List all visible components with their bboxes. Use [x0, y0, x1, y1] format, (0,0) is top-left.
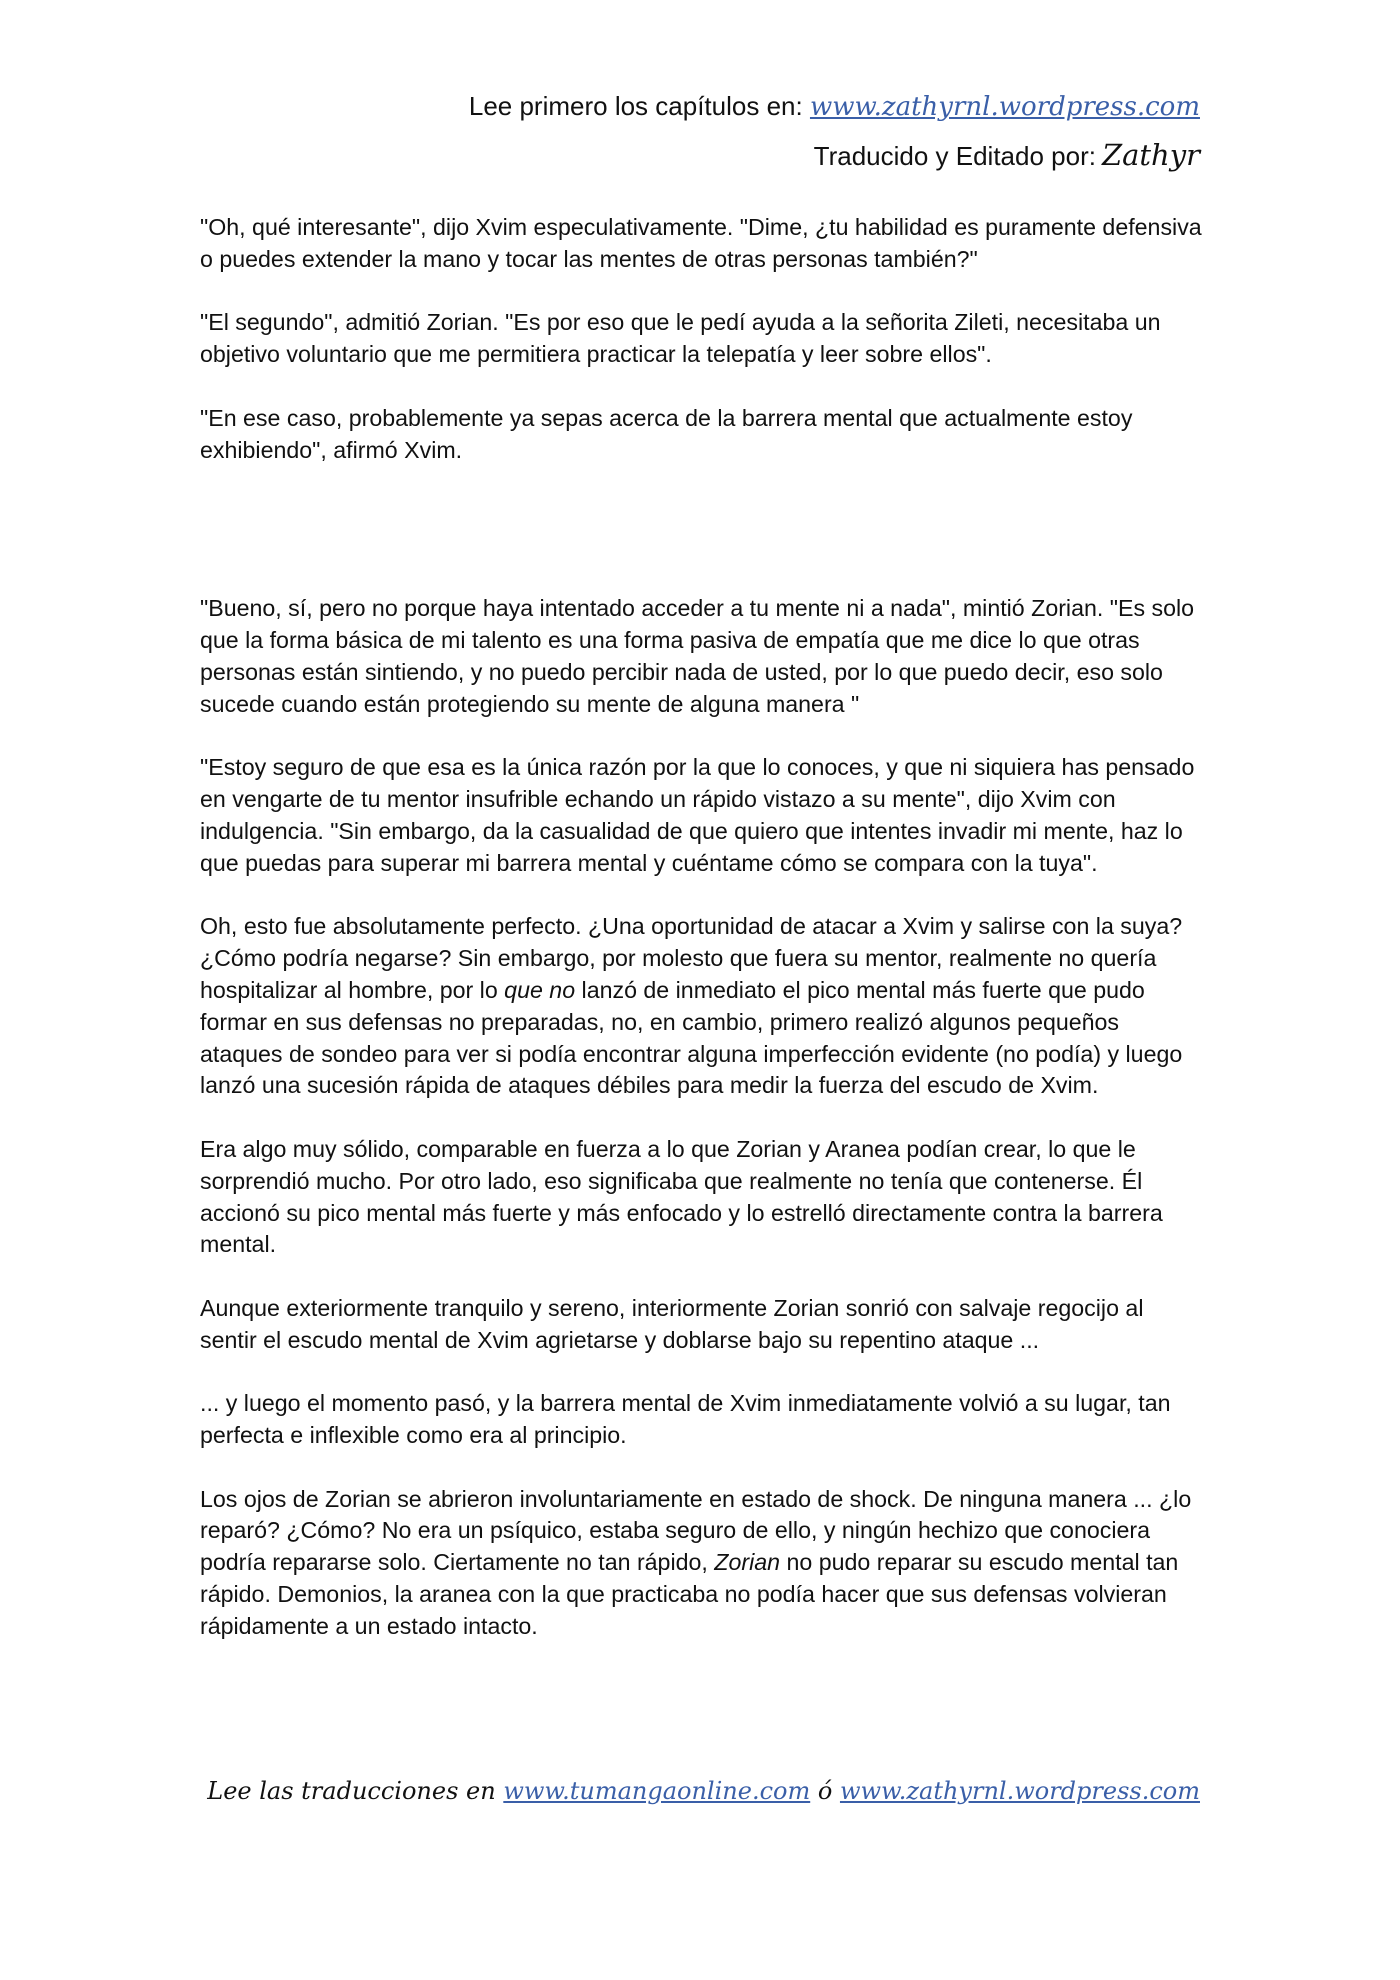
translator-name: Zathyr — [1101, 138, 1200, 172]
footer-label: Lee las traducciones en — [207, 1777, 496, 1805]
wordpress-link[interactable]: www.zathyrnl.wordpress.com — [809, 92, 1200, 122]
read-first-line — [469, 88, 1200, 125]
paragraph-6 — [200, 911, 1202, 1102]
tumangaonline-link[interactable]: www.tumangaonline.com — [503, 1777, 811, 1805]
footer-separator: ó — [817, 1777, 833, 1805]
paragraph-1: "Oh, qué interesante", dijo Xvim especulativamente. "Dime, ¿tu habilidad es puramente defensiva o puedes extender la mano y tocar las mentes de otras personas también?" — [200, 214, 1202, 272]
paragraph-5: "Estoy seguro de que esa es la única razón por la que lo conoces, y que ni siquiera has pensado en vengarte de tu mentor insufrible echando un rápido vistazo a su mente", dijo Xvim con indulgencia. "Sin embargo, da la casualidad de que quiero que intentes invadir mi mente, haz lo que puedas para superar mi barrera mental y cuéntame cómo se compara con la tuya". — [200, 754, 1195, 876]
paragraph-8: Aunque exteriormente tranquilo y sereno, interiormente Zorian sonrió con salvaje regocijo al sentir el escudo mental de Xvim agrietarse y doblarse bajo su repentino ataque ... — [200, 1294, 1144, 1353]
footer-wordpress-link[interactable]: www.zathyrnl.wordpress.com — [839, 1777, 1200, 1805]
translated-label: Traducido y Editado por: — [813, 141, 1096, 171]
paragraph-6-emphasis: que no — [504, 976, 576, 1003]
paragraph-10-emphasis: Zorian — [714, 1549, 781, 1576]
paragraph-10 — [200, 1484, 1202, 1643]
paragraph-4: "Bueno, sí, pero no porque haya intentado acceder a tu mente ni a nada", mintió Zorian. "Es solo que la forma básica de mi talento es una forma pasiva de empatía que me dice lo que otras personas están sintiendo, y no puedo percibir nada de usted, por lo que puedo decir, eso solo sucede cuando están protegiendo su mente de alguna manera " — [200, 595, 1195, 717]
paragraph-10-text-a: Los ojos de Zorian se abrieron involuntariamente en estado de shock. De ninguna manera ... ¿lo reparó? ¿Cómo? No era un psíquico, estaba seguro de ello, y ningún hechizo que conociera podría repararse solo. Ciertamente no tan rápido, — [200, 1485, 1192, 1576]
paragraph-3: "En ese caso, probablemente ya sepas acerca de la barrera mental que actualmente estoy exhibiendo", afirmó Xvim. — [200, 404, 1133, 463]
chapter-body — [200, 212, 1202, 1674]
page-footer — [207, 1774, 1200, 1808]
read-first-label: Lee primero los capítulos en: — [468, 91, 803, 121]
paragraph-7: Era algo muy sólido, comparable en fuerza a lo que Zorian y Aranea podían crear, lo que le sorprendió mucho. Por otro lado, eso significaba que realmente no tenía que contenerse. Él accionó su pico mental más fuerte y más enfocado y lo estrelló directamente contra la barrera mental. — [200, 1135, 1163, 1258]
paragraph-6-text-a: Oh, esto fue absolutamente perfecto. ¿Una oportunidad de atacar a Xvim y salirse con la suya? ¿Cómo podría negarse? Sin embargo, por molesto que fuera su mentor, realmente no quería hospitalizar al hombre, por lo — [200, 913, 1183, 1003]
paragraph-6-text-b: lanzó de inmediato el pico mental más fuerte que pudo formar en sus defensas no preparadas, no, en cambio, primero realizó algunos pequeños ataques de sondeo para ver si podía encontrar alguna imperfección evidente (no podía) y luego lanzó una sucesión rápida de ataques débiles para medir la fuerza del escudo de Xvim. — [200, 976, 1183, 1099]
paragraph-9: ... y luego el momento pasó, y la barrera mental de Xvim inmediatamente volvió a su lugar, tan perfecta e inflexible como era al principio. — [200, 1390, 1171, 1449]
paragraph-10-text-b: no pudo reparar su escudo mental tan rápido. Demonios, la aranea con la que practicaba no podía hacer que sus defensas volvieran rápidamente a un estado intacto. — [200, 1549, 1179, 1639]
paragraph-2: "El segundo", admitió Zorian. "Es por eso que le pedí ayuda a la señorita Zileti, necesitaba un objetivo voluntario que me permitiera practicar la telepatía y leer sobre ellos". — [200, 309, 1161, 368]
translator-credit — [469, 137, 1200, 174]
page-header — [469, 88, 1200, 174]
